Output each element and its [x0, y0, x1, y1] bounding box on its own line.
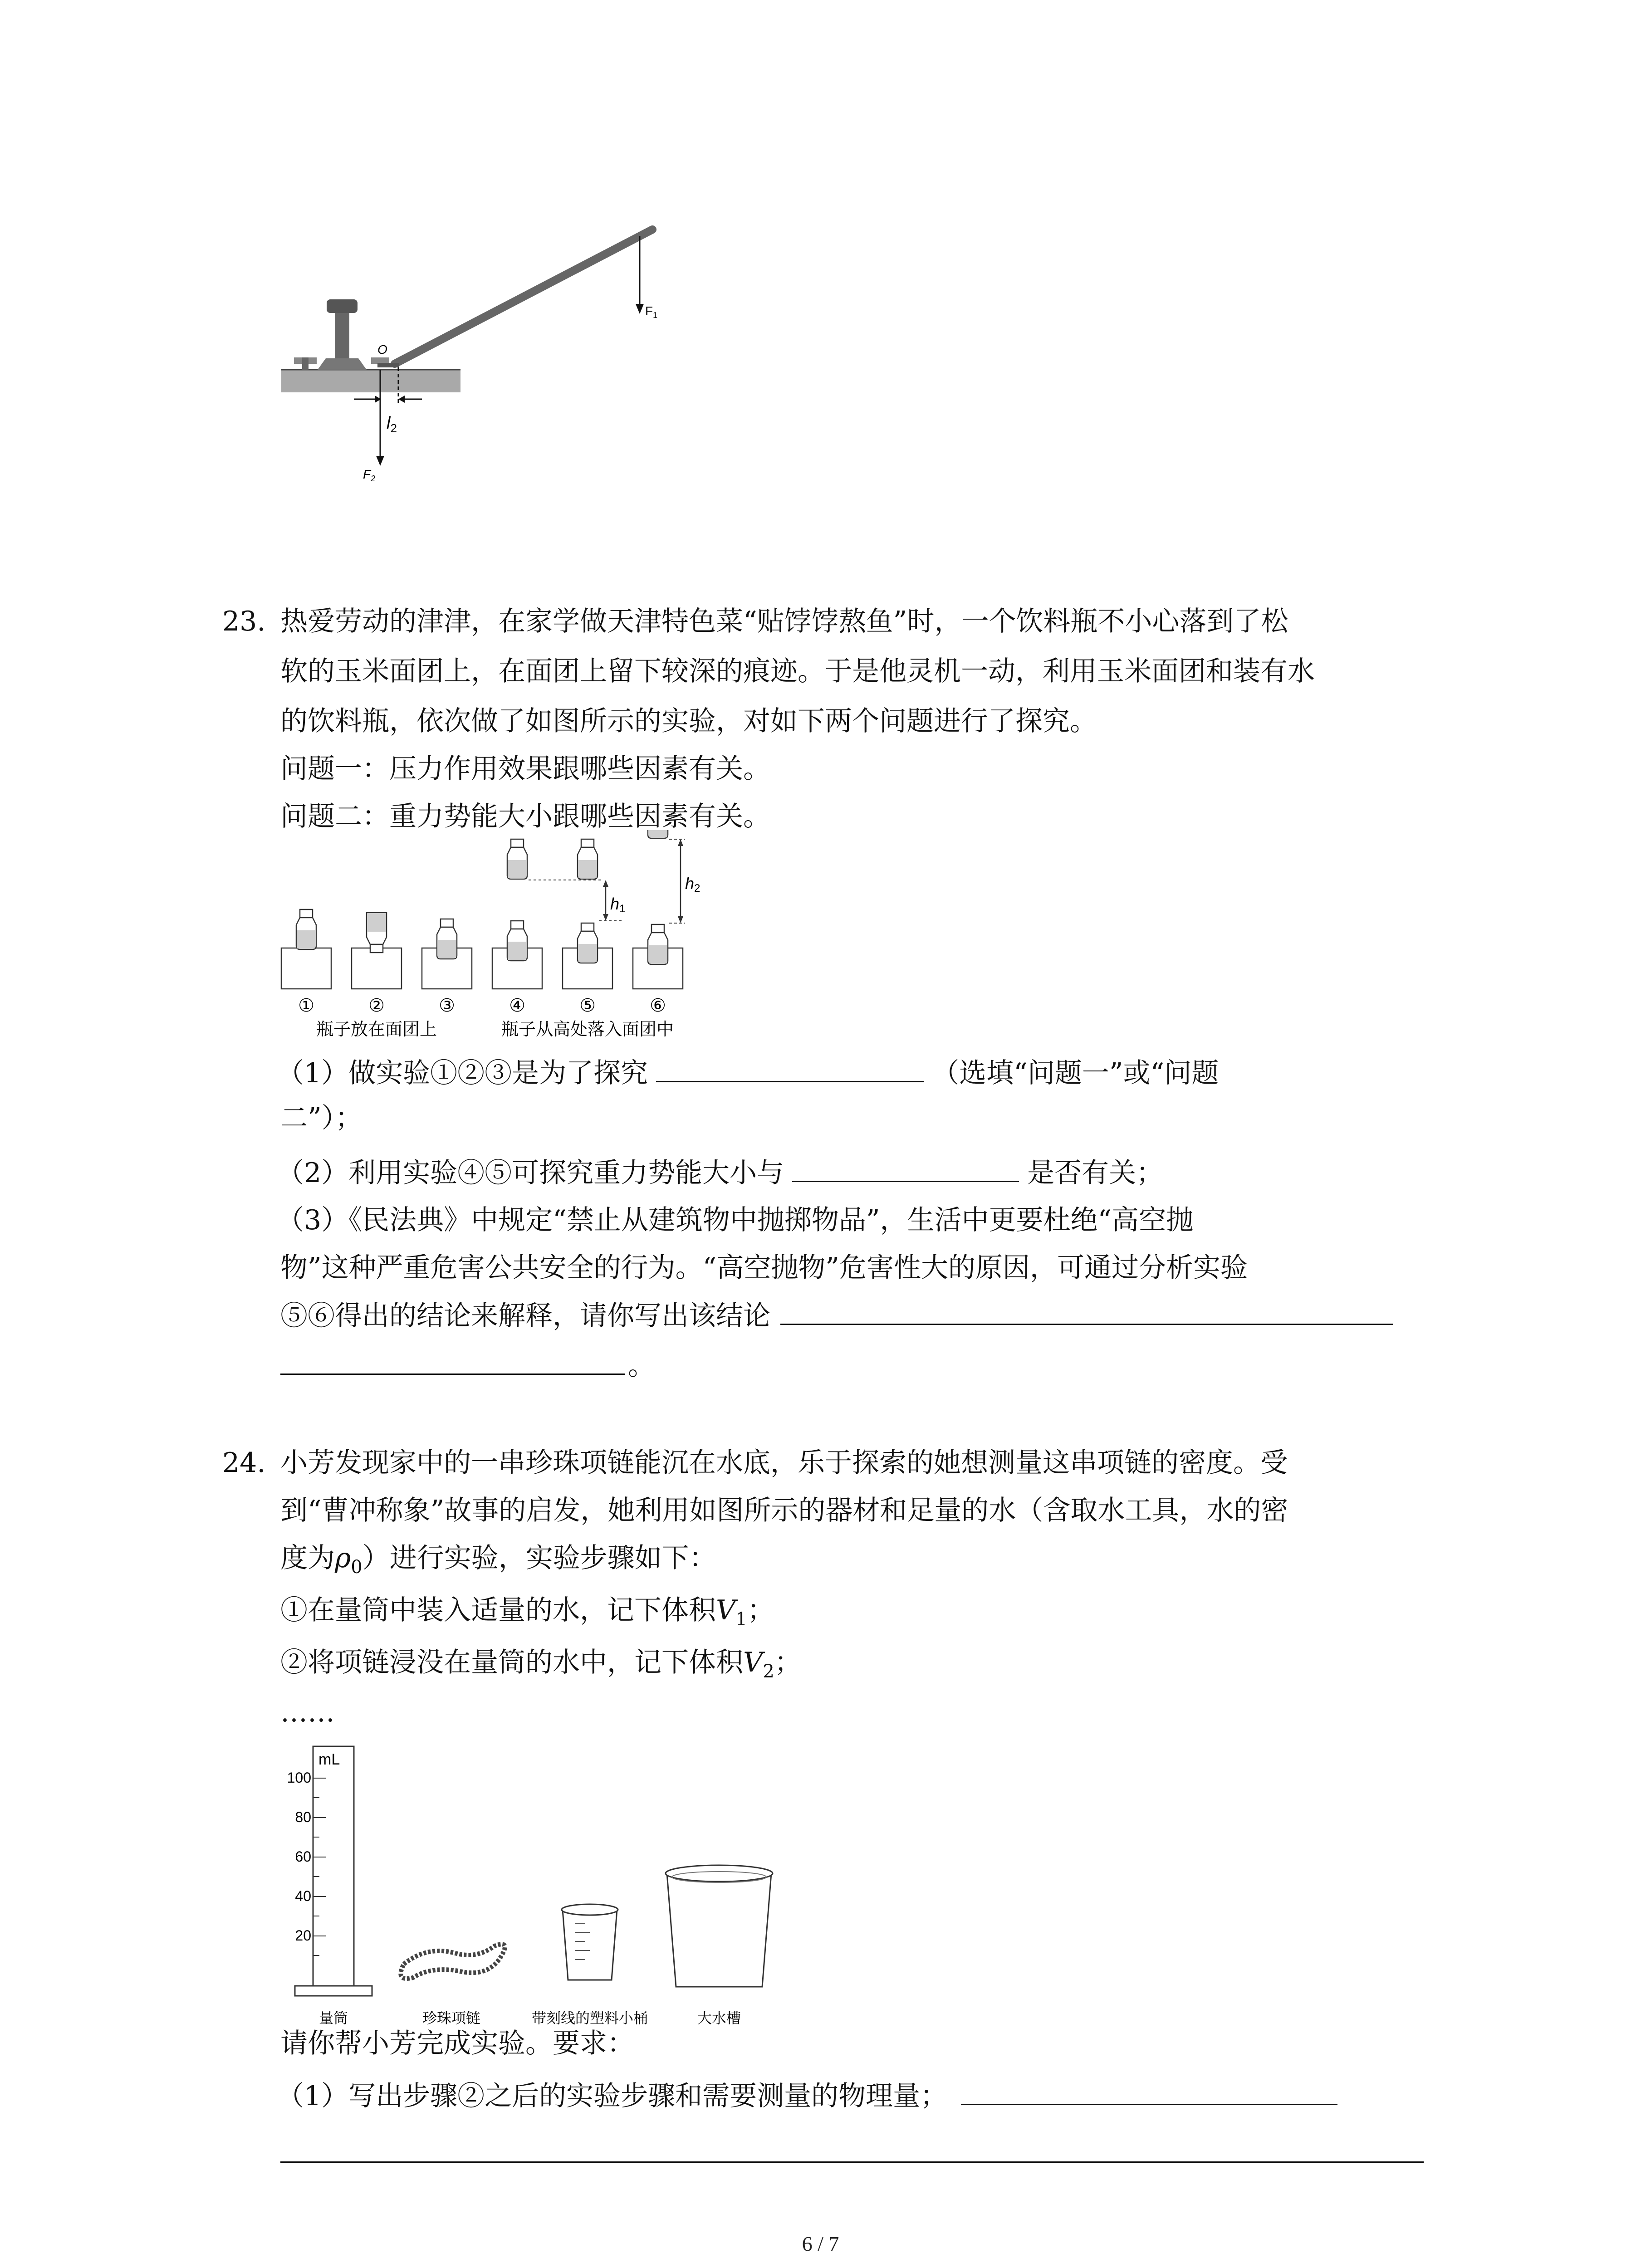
q23-line-1: 热爱劳动的津津，在家学做天津特色菜“贴饽饽熬鱼”时，一个饮料瓶不小心落到了松	[280, 606, 1288, 637]
q24-line-2: 到“曹冲称象”故事的启发，她利用如图所示的器材和足量的水（含取水工具，水的密	[280, 1495, 1288, 1526]
small-bucket	[563, 1910, 617, 1980]
h1-label: h1	[610, 894, 626, 915]
ground-block	[281, 370, 460, 392]
rail-head	[327, 299, 358, 313]
bottle-1	[296, 909, 316, 949]
q23-part-1-cont: 二”）；	[280, 1102, 362, 1134]
question-24-number: 24.	[222, 1447, 266, 1479]
q23-part-3-line-4: 。	[280, 1347, 655, 1384]
q23-question-two: 问题二：重力势能大小跟哪些因素有关。	[280, 801, 770, 832]
label-small-bucket: 带刻线的塑料小桶	[531, 2010, 648, 2026]
q24-line-3: 度为$\rho_0$）进行实验，实验步骤如下：	[280, 1542, 716, 1578]
f2-label: $F_2$	[363, 467, 376, 483]
q23-part-1: （1）做实验①②③是为了探究 （选填“问题一”或“问题	[277, 1055, 1219, 1091]
bottle-2	[367, 913, 387, 953]
q23-part1-blank[interactable]	[656, 1055, 924, 1082]
h2-label: h2	[685, 874, 700, 894]
q24-ellipsis: ……	[280, 1696, 335, 1728]
big-tank	[667, 1873, 771, 1987]
apparatus-figure	[272, 1733, 839, 2032]
fig-number-6: ⑥	[650, 996, 666, 1016]
q24-line-1: 小芳发现家中的一串珍珠项链能沉在水底，乐于探索的她想测量这串项链的密度。受	[280, 1447, 1288, 1479]
f1-label: $F_1$	[645, 304, 658, 320]
bottle-4	[507, 921, 527, 961]
q24-part1-blank-2[interactable]	[280, 2161, 1424, 2163]
fig-number-4: ④	[509, 996, 525, 1016]
q23-part3-blank-1[interactable]	[780, 1297, 1393, 1325]
crowbar	[395, 230, 652, 364]
pivot-o-label: O	[377, 342, 387, 357]
l2-label: $l_2$	[387, 414, 397, 435]
q23-part2-blank[interactable]	[792, 1154, 1019, 1182]
caption-left: 瓶子放在面团上	[316, 1020, 437, 1039]
tick-100: 100	[287, 1769, 311, 1786]
lever-figure	[272, 213, 681, 485]
q23-question-one: 问题一：压力作用效果跟哪些因素有关。	[280, 753, 770, 785]
bottle-5-raised	[578, 839, 598, 879]
q24-request: 请你帮小芳完成实验。要求：	[280, 2028, 634, 2059]
q23-part-3-line-1: （3）《民法典》中规定“禁止从建筑物中抛掷物品”，生活中更要杜绝“高空抛	[277, 1204, 1194, 1236]
label-necklace: 珍珠项链	[422, 2010, 481, 2026]
fig-number-1: ①	[298, 996, 314, 1016]
question-23-number: 23.	[222, 606, 266, 637]
bottle-4-raised	[507, 839, 527, 879]
pearl-necklace	[401, 1944, 505, 1979]
fig-number-5: ⑤	[579, 996, 596, 1016]
caption-right: 瓶子从高处落入面团中	[501, 1020, 674, 1039]
q23-part-3-line-2: 物”这种严重危害公共安全的行为。“高空抛物”危害性大的原因，可通过分析实验	[280, 1252, 1248, 1284]
tick-20: 20	[295, 1927, 311, 1944]
q23-part-3-line-3: ⑤⑥得出的结论来解释，请你写出该结论	[280, 1297, 1393, 1334]
q24-step-2: ②将项链浸没在量筒的水中，记下体积$V_2$；	[280, 1647, 802, 1682]
measuring-cylinder	[313, 1746, 354, 1987]
q23-part-2: （2）利用实验④⑤可探究重力势能大小与 是否有关；	[277, 1154, 1163, 1191]
bottle-6	[648, 924, 668, 964]
fig-number-2: ②	[368, 996, 385, 1016]
cylinder-unit: mL	[318, 1751, 340, 1768]
page-number: 6 / 7	[802, 2232, 839, 2255]
bottle-3	[437, 919, 457, 959]
tick-80: 80	[295, 1809, 311, 1825]
q23-part3-blank-2[interactable]	[280, 1347, 625, 1375]
dough-1	[281, 948, 331, 989]
dough-experiment-figure	[277, 830, 730, 1048]
label-big-tank: 大水槽	[697, 2010, 741, 2026]
q23-line-2: 软的玉米面团上，在面团上留下较深的痕迹。于是他灵机一动，利用玉米面团和装有水	[280, 655, 1315, 687]
q24-part1-blank-1[interactable]	[961, 2077, 1337, 2105]
q23-line-3: 的饮料瓶，依次做了如图所示的实验，对如下两个问题进行了探究。	[280, 705, 1097, 737]
tick-60: 60	[295, 1848, 311, 1865]
label-cylinder: 量筒	[318, 2010, 348, 2026]
bottle-5	[578, 923, 598, 963]
fig-number-3: ③	[439, 996, 455, 1016]
q24-part-1: （1）写出步骤②之后的实验步骤和需要测量的物理量；	[277, 2077, 1337, 2114]
dough-2	[352, 948, 402, 989]
tick-40: 40	[295, 1888, 311, 1904]
q24-step-1: ①在量筒中装入适量的水，记下体积$V_1$；	[280, 1594, 774, 1630]
